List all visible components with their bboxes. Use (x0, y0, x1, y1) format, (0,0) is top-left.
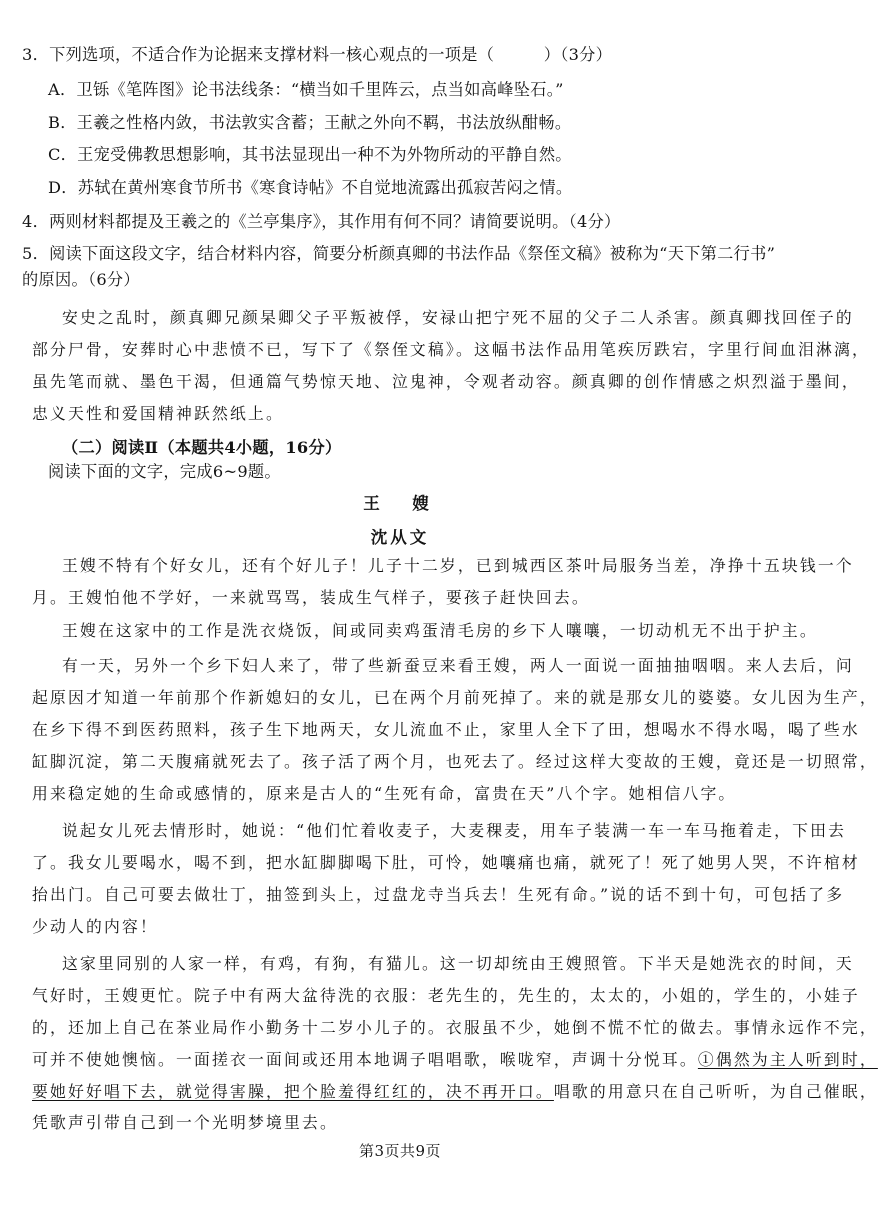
q5-passage-line: 部分尸骨，安葬时心中悲愤不已，写下了《祭侄文稿》。这幅书法作品用笔疾厉跌宕，字里行间血泪淋漓， (32, 340, 870, 359)
underlined-sentence-1: ①偶然为主人听到时， (697, 1050, 878, 1069)
article-line: 的，还加上自己在茶业局作小勤务十二岁小儿子的。衣服虽不少，她倒不慌不忙的做去。事情永远作不完， (32, 1018, 878, 1037)
article-line: 这家里同别的人家一样，有鸡，有狗，有猫儿。这一切却统由王嫂照管。下半天是她洗衣的时间，天 (62, 954, 854, 973)
article-title: 王 嫂 (363, 494, 437, 513)
article-text-segment: 唱歌的用意只在自己听听，为自己催眠， (553, 1082, 878, 1101)
article-line-with-underline (32, 1082, 878, 1102)
question-4: 4．两则材料都提及王羲之的《兰亭集序》，其作用有何不同？请简要说明。（4分） (22, 212, 621, 231)
article-line: 王嫂在这家中的工作是洗衣烧饭，间或同卖鸡蛋清毛房的乡下人嚷嚷，一切动机无不出于护主。 (62, 621, 818, 640)
article-line: 月。王嫂怕他不学好，一来就骂骂，装成生气样子，要孩子赶快回去。 (32, 588, 590, 607)
article-line-with-underline (32, 1050, 878, 1070)
question-5-line-1: 5．阅读下面这段文字，结合材料内容，简要分析颜真卿的书法作品《祭侄文稿》被称为“天下第二行书” (22, 244, 776, 263)
page-footer: 第3页共9页 (358, 1142, 442, 1160)
question-3-option-a: A．卫铄《笔阵图》论书法线条：“横当如千里阵云，点当如高峰坠石。” (48, 80, 564, 99)
question-3-stem: 3．下列选项，不适合作为论据来支撑材料一核心观点的一项是（ ）（3分） (22, 45, 613, 64)
article-line: 用来稳定她的生命或感情的，原来是古人的“生死有命，富贵在天”八个字。她相信八字。 (32, 784, 737, 803)
question-3-option-b: B．王羲之性格内敛，书法敦实含蓄；王献之外向不羁，书法放纵酣畅。 (48, 113, 572, 132)
question-5-line-2: 的原因。（6分） (22, 270, 140, 289)
article-line: 少动人的内容！ (32, 917, 158, 936)
article-line: 说起女儿死去情形时，她说：“他们忙着收麦子，大麦稞麦，用车子装满一车一车马拖着走，下田去 (62, 821, 847, 840)
article-line: 有一天，另外一个乡下妇人来了，带了些新蚕豆来看王嫂，两人一面说一面抽抽咽咽。来人去后，问 (62, 656, 854, 675)
article-line: 了。我女儿要喝水，喝不到，把水缸脚脚喝下肚，可怜，她嚷痛也痛，就死了！死了她男人哭，不许棺材 (32, 853, 860, 872)
article-line: 起原因才知道一年前那个作新媳妇的女儿，已在两个月前死掉了。来的就是那女儿的婆婆。女儿因为生产， (32, 688, 878, 707)
article-author: 沈从文 (370, 528, 430, 547)
article-line: 王嫂不特有个好女儿，还有个好儿子！儿子十二岁，已到城西区茶叶局服务当差，净挣十五块钱一个 (62, 556, 854, 575)
article-line: 在乡下得不到医药照料，孩子生下地两天，女儿流血不止，家里人全下了田，想喝水不得水喝，喝了些水 (32, 720, 860, 739)
article-text-segment: 可并不使她懊恼。一面搓衣一面间或还用本地调子唱唱歌，喉咙窄，声调十分悦耳。 (32, 1050, 698, 1069)
article-line: 抬出门。自己可要去做壮丁，抽签到头上，过盘龙寺当兵去！生死有命。”说的话不到十句，可包括了多 (32, 885, 845, 904)
article-line: 气好时，王嫂更忙。院子中有两大盆待洗的衣服：老先生的，先生的，太太的，小姐的，学生的，小娃子 (32, 986, 860, 1005)
q5-passage-line: 忠义天性和爱国精神跃然纸上。 (32, 404, 284, 423)
underlined-sentence-1-cont: 要她好好唱下去，就觉得害臊，把个脸羞得红红的，决不再开口。 (32, 1082, 554, 1101)
q5-passage-line: 安史之乱时，颜真卿兄颜杲卿父子平叛被俘，安禄山把宁死不屈的父子二人杀害。颜真卿找回侄子的 (62, 308, 854, 327)
q5-passage-line: 虽先笔而就、墨色干渴，但通篇气势惊天地、泣鬼神，令观者动容。颜真卿的创作情感之炽烈溢于墨间， (32, 372, 860, 391)
article-line: 缸脚沉淀，第二天腹痛就死去了。孩子活了两个月，也死去了。经过这样大变故的王嫂，竟还是一切照常， (32, 752, 878, 771)
article-line: 凭歌声引带自己到一个光明梦境里去。 (32, 1113, 338, 1132)
section-instruction: 阅读下面的文字，完成6~9题。 (48, 462, 281, 481)
question-3-option-c: C．王宠受佛教思想影响，其书法显现出一种不为外物所动的平静自然。 (48, 145, 572, 164)
section-heading: （二）阅读Ⅱ（本题共4小题，16分） (62, 438, 342, 457)
question-3-option-d: D．苏轼在黄州寒食节所书《寒食诗帖》不自觉地流露出孤寂苦闷之情。 (48, 178, 573, 197)
